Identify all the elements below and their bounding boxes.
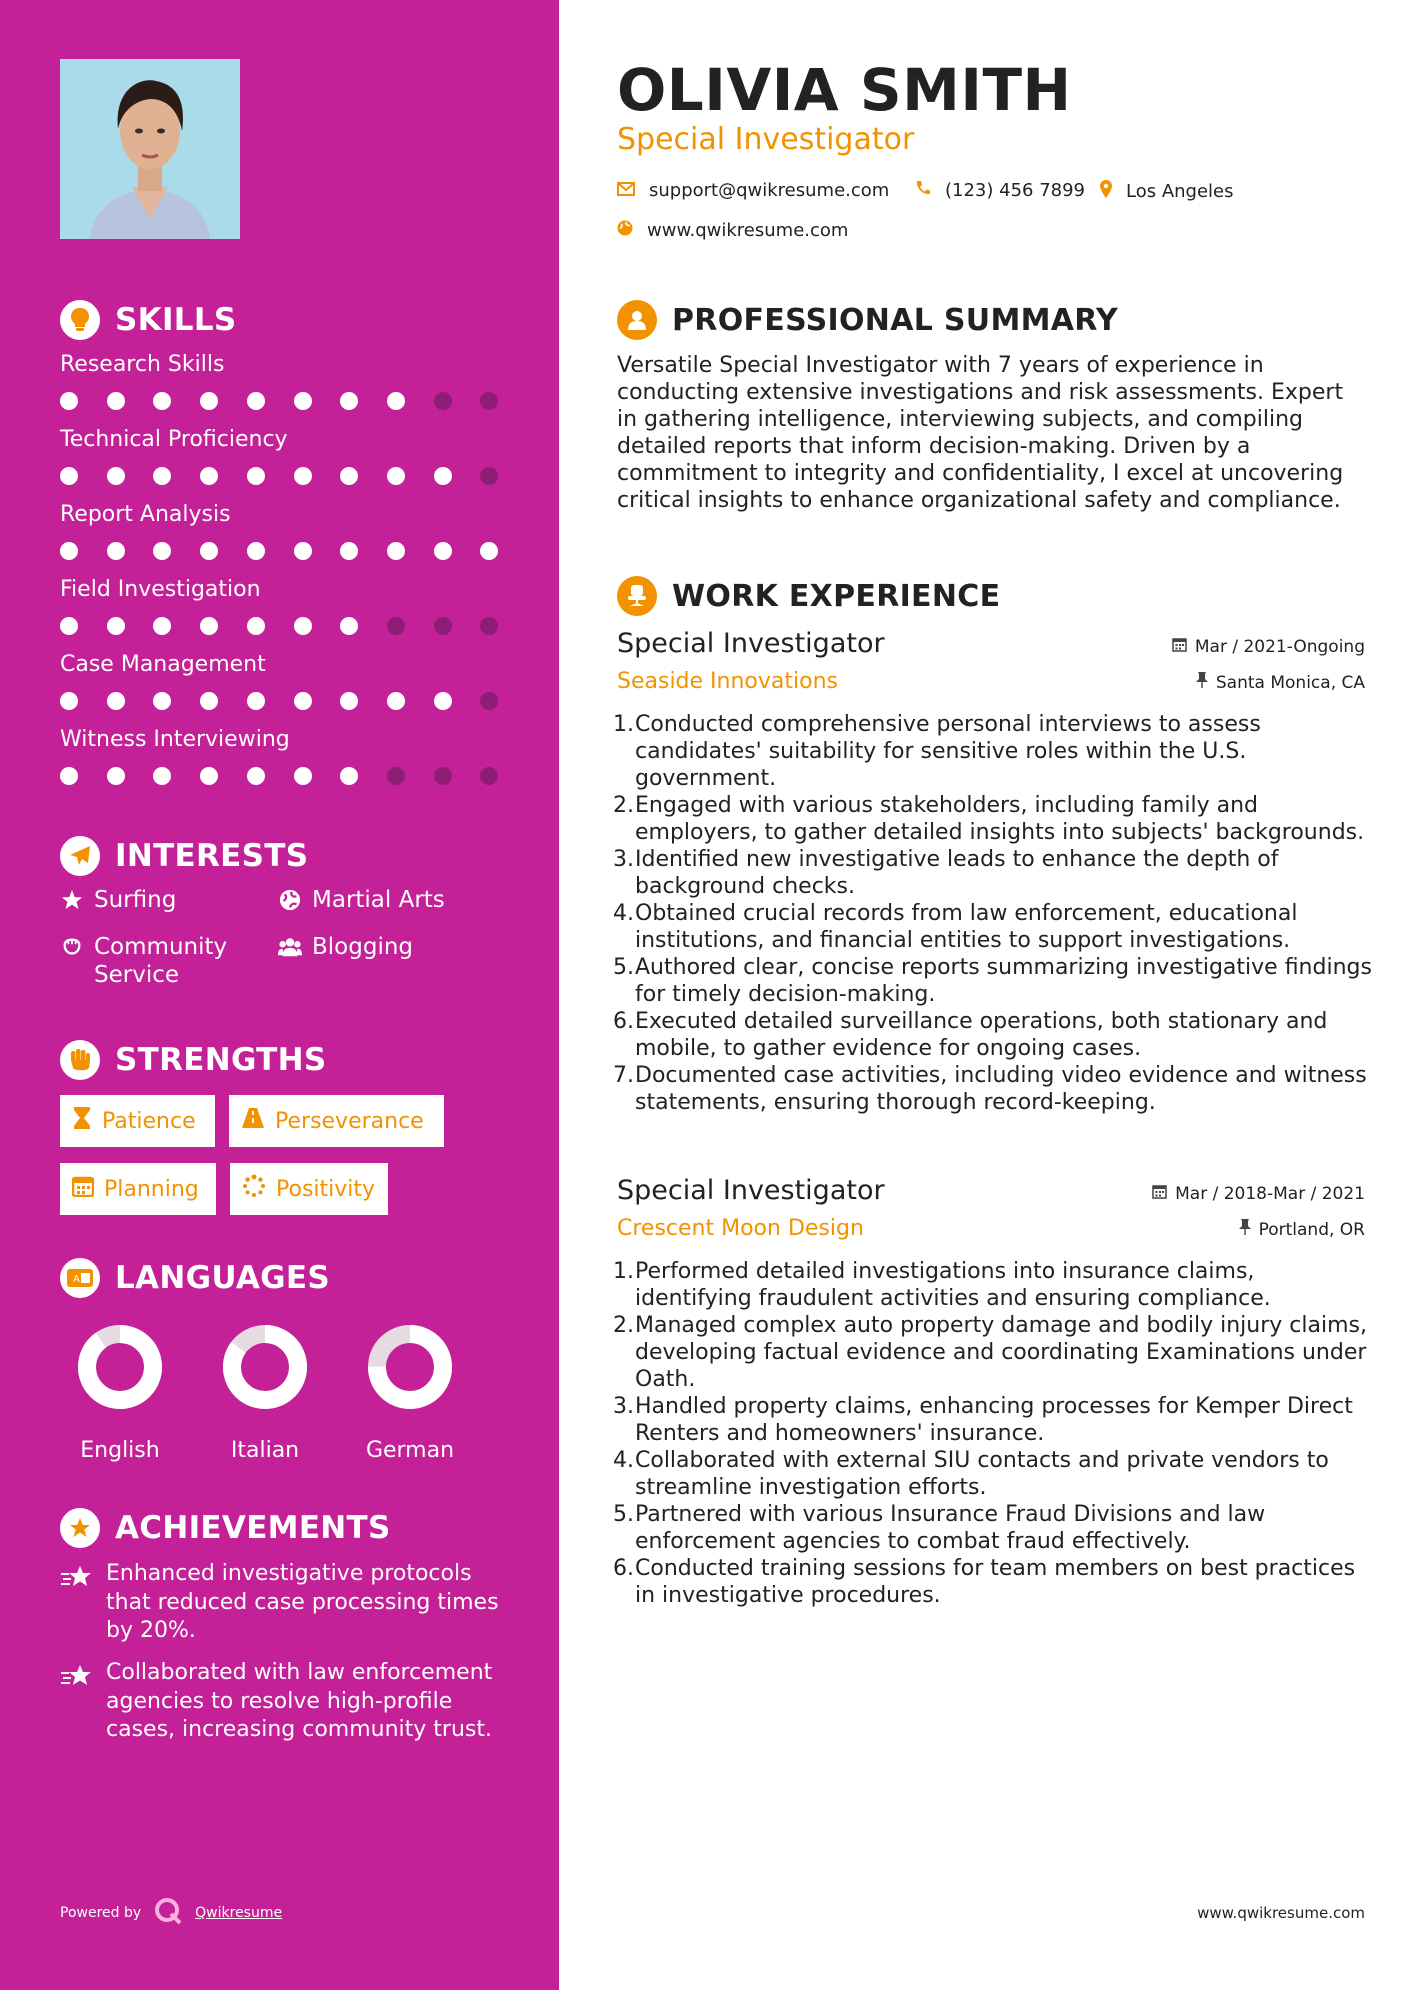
rating-dot-filled bbox=[107, 617, 125, 635]
achievements-title: ACHIEVEMENTS bbox=[115, 1510, 391, 1546]
shooting-star-icon bbox=[60, 1659, 94, 1745]
map-pin-icon bbox=[1100, 180, 1112, 203]
rating-dot-filled bbox=[247, 467, 265, 485]
powered-by bbox=[60, 1896, 282, 1930]
paper-plane-icon bbox=[60, 836, 100, 876]
strength-label: Positivity bbox=[276, 1176, 376, 1202]
footer-url[interactable]: www.qwikresume.com bbox=[1197, 1904, 1365, 1922]
rating-dot-filled bbox=[107, 542, 125, 560]
rating-dot-filled bbox=[294, 392, 312, 410]
skill-rating bbox=[60, 688, 500, 714]
strength-badge bbox=[60, 1163, 216, 1215]
rating-dot-filled bbox=[200, 392, 218, 410]
job-duty-text: Obtained crucial records from law enforcement, educational institutions, and financial entities to support investigations. bbox=[635, 901, 1298, 953]
job-duty-text: Handled property claims, enhancing processes for Kemper Direct Renters and homeowners' insurance. bbox=[635, 1394, 1353, 1446]
skill-name: Case Management bbox=[60, 652, 266, 677]
rating-dot-filled bbox=[340, 467, 358, 485]
rating-dot-filled bbox=[60, 392, 78, 410]
contact-website bbox=[617, 220, 848, 241]
rating-dot-empty bbox=[434, 767, 452, 785]
rating-dot-filled bbox=[60, 617, 78, 635]
summary-title: PROFESSIONAL SUMMARY bbox=[672, 302, 1119, 338]
job-duty-text: Authored clear, concise reports summarizing investigative findings for timely decision-making. bbox=[635, 955, 1372, 1007]
globe-icon bbox=[617, 220, 633, 241]
skill-rating bbox=[60, 463, 500, 489]
calendar-icon bbox=[72, 1175, 94, 1203]
email-text[interactable]: support@qwikresume.com bbox=[649, 180, 890, 201]
pushpin-icon bbox=[1196, 672, 1208, 693]
candidate-name: OLIVIA SMITH bbox=[617, 56, 1072, 124]
rating-dot-filled bbox=[153, 542, 171, 560]
rating-dot-filled bbox=[434, 467, 452, 485]
rating-dot-filled bbox=[247, 692, 265, 710]
rating-dot-empty bbox=[387, 617, 405, 635]
language-donut bbox=[220, 1322, 310, 1412]
rating-dot-filled bbox=[200, 692, 218, 710]
job-duty-text: Executed detailed surveillance operations, both stationary and mobile, to gather evidence for ongoing cases. bbox=[635, 1009, 1328, 1061]
rating-dot-empty bbox=[480, 692, 498, 710]
skill-rating bbox=[60, 763, 500, 789]
interests-heading bbox=[60, 836, 308, 876]
skill-rating bbox=[60, 538, 500, 564]
achievements-heading bbox=[60, 1508, 391, 1548]
rating-dot-filled bbox=[153, 392, 171, 410]
skill-item bbox=[60, 502, 500, 564]
office-chair-icon bbox=[617, 576, 657, 616]
website-text[interactable]: www.qwikresume.com bbox=[647, 220, 849, 241]
rating-dot-filled bbox=[340, 392, 358, 410]
rating-dot-filled bbox=[340, 617, 358, 635]
job-location bbox=[1239, 1219, 1365, 1240]
job-duty-text: Conducted training sessions for team members on best practices in investigative procedures. bbox=[635, 1556, 1356, 1608]
achievement-item bbox=[60, 1659, 500, 1745]
rating-dot-filled bbox=[340, 542, 358, 560]
rating-dot-filled bbox=[247, 767, 265, 785]
hourglass-icon bbox=[72, 1106, 92, 1136]
pushpin-icon bbox=[1239, 1219, 1251, 1240]
rating-dot-filled bbox=[387, 467, 405, 485]
rating-dot-filled bbox=[247, 392, 265, 410]
achievement-item bbox=[60, 1560, 500, 1646]
globe-icon bbox=[278, 886, 302, 914]
rating-dot-filled bbox=[387, 392, 405, 410]
job-duty-item: 7. Documented case activities, including video evidence and witness statements, ensuring thorough record-keeping. bbox=[613, 1063, 1367, 1115]
spinner-icon bbox=[242, 1174, 266, 1204]
job-location-text: Santa Monica, CA bbox=[1215, 672, 1365, 693]
summary-heading bbox=[617, 300, 1118, 340]
skill-rating bbox=[60, 388, 500, 414]
strength-badge bbox=[230, 1163, 388, 1215]
job-duty-item: 6. Executed detailed surveillance operations, both stationary and mobile, to gather evidence for ongoing cases. bbox=[613, 1009, 1328, 1061]
location-text: Los Angeles bbox=[1126, 181, 1234, 202]
rating-dot-filled bbox=[480, 542, 498, 560]
job-duty-text: Collaborated with external SIU contacts and private vendors to streamline investigation efforts. bbox=[635, 1448, 1329, 1500]
strengths-title: STRENGTHS bbox=[115, 1042, 327, 1078]
experience-title: WORK EXPERIENCE bbox=[672, 578, 1001, 614]
rating-dot-filled bbox=[247, 617, 265, 635]
skill-item bbox=[60, 727, 500, 789]
job-title: Special Investigator bbox=[617, 628, 885, 659]
rating-dot-filled bbox=[60, 542, 78, 560]
svg-text:A: A bbox=[73, 1274, 80, 1285]
interest-label: Blogging bbox=[312, 934, 414, 960]
skill-name: Witness Interviewing bbox=[60, 727, 290, 752]
interests-title: INTERESTS bbox=[115, 838, 309, 874]
job-duty-item: 1. Performed detailed investigations into insurance claims, identifying fraudulent activities and ensuring compliance. bbox=[613, 1259, 1271, 1311]
contact-phone bbox=[915, 180, 1085, 201]
rating-dot-filled bbox=[153, 692, 171, 710]
job-company: Crescent Moon Design bbox=[617, 1216, 864, 1241]
language-name: English bbox=[80, 1438, 160, 1463]
job-duty-item: 2. Engaged with various stakeholders, including family and employers, to gather detailed insights into subjects' backgrounds. bbox=[613, 793, 1365, 845]
phone-icon bbox=[915, 180, 931, 201]
rating-dot-filled bbox=[60, 467, 78, 485]
language-donut bbox=[365, 1322, 455, 1412]
rating-dot-filled bbox=[60, 692, 78, 710]
rating-dot-filled bbox=[200, 467, 218, 485]
language-item bbox=[55, 1322, 185, 1463]
strength-label: Perseverance bbox=[275, 1108, 424, 1134]
job-company: Seaside Innovations bbox=[617, 669, 838, 694]
experience-heading bbox=[617, 576, 1000, 616]
star-icon bbox=[60, 886, 84, 914]
skill-rating bbox=[60, 613, 500, 639]
job-duty-item: 3. Handled property claims, enhancing processes for Kemper Direct Renters and homeowners' insurance. bbox=[613, 1394, 1353, 1446]
job-duty-text: Managed complex auto property damage and bodily injury claims, developing factual evidence and coordinating Examinations under Oath. bbox=[635, 1313, 1367, 1392]
job-dates-text: Mar / 2021-Ongoing bbox=[1194, 637, 1365, 657]
rating-dot-empty bbox=[480, 767, 498, 785]
skill-item bbox=[60, 427, 500, 489]
contact-email bbox=[617, 180, 889, 201]
calendar-icon bbox=[1172, 637, 1187, 657]
languages-heading bbox=[60, 1258, 330, 1298]
job-duty-text: Engaged with various stakeholders, including family and employers, to gather detailed insights into subjects' backgrounds. bbox=[635, 793, 1365, 845]
language-donut bbox=[75, 1322, 165, 1412]
rating-dot-filled bbox=[294, 767, 312, 785]
achievement-text: Collaborated with law enforcement agencies to resolve high-profile cases, increasing community trust. bbox=[106, 1660, 493, 1742]
summary-text: Versatile Special Investigator with 7 years of experience in conducting extensive investigations and risk assessments. Expert in gathering intelligence, interviewing subjects, and compiling detailed reports that inform decision-making. Driven by a commitment to integrity and confidentiality, I excel at uncovering critical insights to enhance organizational safety and compliance. bbox=[617, 353, 1344, 513]
rating-dot-filled bbox=[60, 767, 78, 785]
rating-dot-filled bbox=[294, 542, 312, 560]
strengths-heading bbox=[60, 1040, 326, 1080]
job-dates-text: Mar / 2018-Mar / 2021 bbox=[1175, 1184, 1365, 1204]
strength-label: Planning bbox=[104, 1176, 199, 1202]
phone-text[interactable]: (123) 456 7899 bbox=[945, 180, 1086, 201]
job-duty-item: 1. Conducted comprehensive personal interviews to assess candidates' suitability for sensitive roles within the U.S. government. bbox=[613, 712, 1261, 791]
job-duty-item: 4. Obtained crucial records from law enforcement, educational institutions, and financial entities to support investigations. bbox=[613, 901, 1298, 953]
rating-dot-filled bbox=[107, 692, 125, 710]
rating-dot-empty bbox=[434, 392, 452, 410]
rating-dot-filled bbox=[387, 692, 405, 710]
skill-name: Research Skills bbox=[60, 352, 225, 377]
strength-badge bbox=[60, 1095, 215, 1147]
language-icon bbox=[60, 1258, 100, 1298]
rating-dot-filled bbox=[434, 692, 452, 710]
interest-label: Martial Arts bbox=[312, 887, 445, 913]
envelope-icon bbox=[617, 180, 635, 201]
rating-dot-filled bbox=[294, 692, 312, 710]
skill-name: Report Analysis bbox=[60, 502, 231, 527]
shooting-star-icon bbox=[60, 1560, 94, 1646]
rating-dot-filled bbox=[107, 767, 125, 785]
interest-label: Community Service bbox=[94, 934, 228, 988]
qwikresume-link[interactable]: Qwikresume bbox=[195, 1905, 283, 1921]
rating-dot-filled bbox=[153, 617, 171, 635]
job-duty-text: Identified new investigative leads to enhance the depth of background checks. bbox=[635, 847, 1279, 899]
rating-dot-filled bbox=[107, 392, 125, 410]
job-duty-item: 5. Authored clear, concise reports summarizing investigative findings for timely decision-making. bbox=[613, 955, 1372, 1007]
job-duty-text: Performed detailed investigations into insurance claims, identifying fraudulent activities and ensuring compliance. bbox=[635, 1259, 1271, 1311]
job-dates bbox=[1152, 1184, 1365, 1204]
achievement-text: Enhanced investigative protocols that reduced case processing times by 20%. bbox=[106, 1561, 499, 1643]
rating-dot-filled bbox=[200, 617, 218, 635]
hand-icon bbox=[60, 933, 84, 961]
interest-label: Surfing bbox=[94, 887, 177, 913]
lightbulb-icon bbox=[60, 300, 100, 340]
user-icon bbox=[617, 300, 657, 340]
rating-dot-filled bbox=[387, 542, 405, 560]
rating-dot-filled bbox=[247, 542, 265, 560]
language-name: German bbox=[365, 1438, 455, 1463]
powered-by-label: Powered by bbox=[60, 1905, 142, 1921]
job-duty-item: 2. Managed complex auto property damage and bodily injury claims, developing factual evidence and coordinating Examinations under Oath. bbox=[613, 1313, 1367, 1392]
trophy-star-icon bbox=[60, 1508, 100, 1548]
skills-heading bbox=[60, 300, 237, 340]
rating-dot-filled bbox=[340, 767, 358, 785]
donut-fill bbox=[87, 1334, 153, 1400]
rating-dot-filled bbox=[153, 767, 171, 785]
contact-location bbox=[1100, 180, 1234, 203]
skill-item bbox=[60, 577, 500, 639]
users-icon bbox=[278, 933, 302, 961]
qwikresume-logo-icon bbox=[153, 1896, 183, 1930]
job-duty-text: Partnered with various Insurance Fraud Divisions and law enforcement agencies to combat fraud effectively. bbox=[635, 1502, 1266, 1554]
language-item bbox=[200, 1322, 330, 1463]
strength-label: Patience bbox=[102, 1108, 196, 1134]
fist-icon bbox=[60, 1040, 100, 1080]
rating-dot-filled bbox=[294, 617, 312, 635]
rating-dot-filled bbox=[200, 767, 218, 785]
language-name: Italian bbox=[230, 1438, 300, 1463]
rating-dot-filled bbox=[340, 692, 358, 710]
job-location-text: Portland, OR bbox=[1258, 1219, 1365, 1240]
rating-dot-empty bbox=[387, 767, 405, 785]
main-content bbox=[559, 0, 1407, 1990]
rating-dot-filled bbox=[107, 467, 125, 485]
rating-dot-filled bbox=[153, 467, 171, 485]
interest-item bbox=[278, 886, 445, 914]
language-item bbox=[345, 1322, 475, 1463]
rating-dot-filled bbox=[200, 542, 218, 560]
avatar bbox=[60, 59, 240, 239]
rating-dot-filled bbox=[294, 467, 312, 485]
skill-item bbox=[60, 652, 500, 714]
rating-dot-empty bbox=[480, 617, 498, 635]
strength-badge bbox=[229, 1095, 444, 1147]
interest-item bbox=[60, 933, 260, 989]
candidate-role: Special Investigator bbox=[617, 122, 915, 157]
job-duty-item: 3. Identified new investigative leads to enhance the depth of background checks. bbox=[613, 847, 1279, 899]
road-icon bbox=[241, 1107, 265, 1135]
rating-dot-empty bbox=[480, 467, 498, 485]
skill-name: Technical Proficiency bbox=[60, 427, 288, 452]
languages-title: LANGUAGES bbox=[115, 1260, 330, 1296]
interest-item bbox=[278, 933, 413, 961]
rating-dot-filled bbox=[434, 542, 452, 560]
job-location bbox=[1196, 672, 1365, 693]
job-duty-text: Conducted comprehensive personal interviews to assess candidates' suitability for sensitive roles within the U.S. government. bbox=[635, 712, 1261, 791]
skill-name: Field Investigation bbox=[60, 577, 261, 602]
job-duties bbox=[613, 711, 1377, 1116]
calendar-icon bbox=[1152, 1184, 1167, 1204]
rating-dot-empty bbox=[480, 392, 498, 410]
job-title: Special Investigator bbox=[617, 1175, 885, 1206]
job-duties bbox=[613, 1258, 1377, 1609]
skills-title: SKILLS bbox=[115, 302, 237, 338]
job-duty-item: 5. Partnered with various Insurance Fraud Divisions and law enforcement agencies to combat fraud effectively. bbox=[613, 1502, 1266, 1554]
job-duty-item: 4. Collaborated with external SIU contacts and private vendors to streamline investigation efforts. bbox=[613, 1448, 1329, 1500]
job-duty-item: 6. Conducted training sessions for team members on best practices in investigative procedures. bbox=[613, 1556, 1356, 1608]
rating-dot-empty bbox=[434, 617, 452, 635]
job-dates bbox=[1172, 637, 1365, 657]
interest-item bbox=[60, 886, 176, 914]
sidebar bbox=[0, 0, 559, 1990]
skill-item bbox=[60, 352, 500, 414]
job-duty-text: Documented case activities, including video evidence and witness statements, ensuring thorough record-keeping. bbox=[635, 1063, 1367, 1115]
